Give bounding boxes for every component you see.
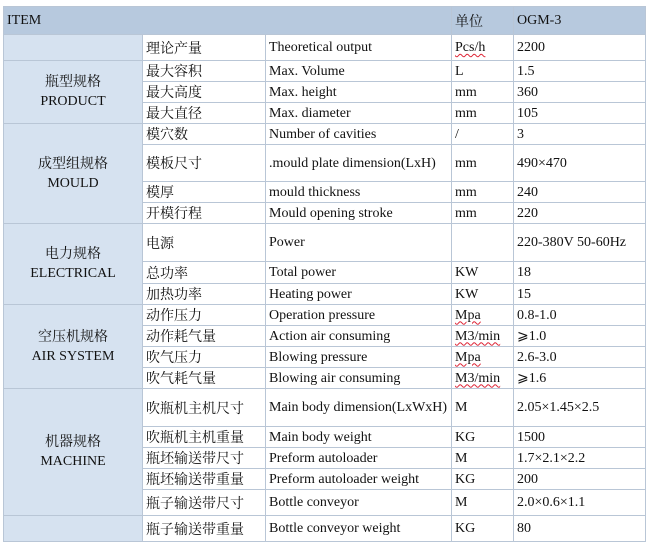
param-unit <box>452 516 514 542</box>
param-value-text: ⩾1.0 <box>517 328 547 344</box>
spec-table <box>3 6 646 542</box>
param-unit-text: mm <box>455 184 477 200</box>
param-unit-text: mm <box>455 205 477 221</box>
category-en: PRODUCT <box>40 94 106 109</box>
param-value <box>514 516 646 542</box>
param-name-en-text: Blowing pressure <box>269 349 368 365</box>
category-en: MOULD <box>47 175 99 191</box>
param-name-en <box>266 35 452 61</box>
param-value <box>514 305 646 326</box>
param-name-en <box>266 427 452 448</box>
param-unit <box>452 124 514 145</box>
param-name-zh <box>143 182 266 203</box>
param-name-en <box>266 490 452 516</box>
category-en: MACHINE <box>40 454 106 469</box>
param-unit-text: Pcs/h <box>455 40 486 55</box>
param-name-en <box>266 145 452 182</box>
param-name-zh-text: 理论产量 <box>146 40 202 57</box>
param-name-zh <box>143 347 266 368</box>
param-value <box>514 469 646 490</box>
param-unit-text: M3/min <box>455 328 501 344</box>
category-zh: 瓶型规格 <box>45 74 101 90</box>
param-value <box>514 262 646 284</box>
param-name-en-text: Power <box>269 235 305 250</box>
param-name-zh-text: 瓶坯输送带重量 <box>146 472 244 488</box>
param-value-text: 18 <box>517 265 532 280</box>
param-name-zh-text: 吹气压力 <box>146 350 202 366</box>
param-name-en <box>266 326 452 347</box>
param-name-en-text: Operation pressure <box>269 307 376 323</box>
param-unit <box>452 224 514 262</box>
param-value <box>514 224 646 262</box>
param-name-en <box>266 448 452 469</box>
header-unit: 单位 <box>452 7 514 35</box>
param-unit-text: KG <box>455 429 476 445</box>
param-name-zh <box>143 145 266 182</box>
param-unit <box>452 427 514 448</box>
table-row <box>4 35 646 61</box>
param-value <box>514 427 646 448</box>
param-value <box>514 82 646 103</box>
param-name-zh-text: 瓶子输送带尺寸 <box>146 495 244 512</box>
param-name-en-text: Preform autoloader <box>269 450 378 466</box>
table-row <box>4 305 646 326</box>
param-value <box>514 35 646 61</box>
param-name-zh-text: 最大容积 <box>146 64 202 80</box>
category-cell <box>4 516 143 542</box>
param-name-en-text: Bottle conveyor weight <box>269 521 401 536</box>
param-name-zh <box>143 262 266 284</box>
spec-table-container <box>3 6 646 542</box>
param-name-zh-text: 动作耗气量 <box>146 329 216 345</box>
header-item: ITEM <box>4 7 452 35</box>
param-name-zh-text: 总功率 <box>146 265 188 282</box>
param-unit <box>452 368 514 389</box>
param-value-text: 2.0×0.6×1.1 <box>517 495 586 510</box>
param-name-en <box>266 61 452 82</box>
param-unit <box>452 203 514 224</box>
param-value-text: 200 <box>517 471 539 487</box>
param-name-en-text: Total power <box>269 265 337 280</box>
param-name-zh <box>143 448 266 469</box>
param-unit <box>452 35 514 61</box>
param-name-zh <box>143 490 266 516</box>
param-name-zh <box>143 516 266 542</box>
param-name-en <box>266 284 452 305</box>
param-name-zh <box>143 305 266 326</box>
param-name-en <box>266 368 452 389</box>
param-value <box>514 182 646 203</box>
param-name-zh-text: 模厚 <box>146 185 174 201</box>
param-unit-text: KW <box>455 265 479 280</box>
param-value-text: 2.05×1.45×2.5 <box>517 400 600 415</box>
param-name-zh-text: 吹气耗气量 <box>146 371 216 387</box>
param-value-text: 220-380V 50-60Hz <box>517 235 627 250</box>
param-unit <box>452 305 514 326</box>
param-name-zh <box>143 35 266 61</box>
param-name-zh <box>143 284 266 305</box>
param-unit <box>452 145 514 182</box>
param-name-en-text: Theoretical output <box>269 40 373 55</box>
param-value-text: 240 <box>517 184 539 200</box>
param-value <box>514 389 646 427</box>
param-unit-text: M <box>455 400 468 415</box>
param-name-en-text: Preform autoloader weight <box>269 471 420 487</box>
param-value-text: 1500 <box>517 429 546 445</box>
param-value <box>514 490 646 516</box>
param-name-en <box>266 124 452 145</box>
param-unit <box>452 389 514 427</box>
param-value-text: 1.7×2.1×2.2 <box>517 450 586 466</box>
param-name-en <box>266 224 452 262</box>
param-unit <box>452 469 514 490</box>
param-unit <box>452 347 514 368</box>
table-row <box>4 124 646 145</box>
param-name-zh <box>143 124 266 145</box>
param-value-text: 105 <box>517 105 539 121</box>
param-name-en <box>266 389 452 427</box>
param-value-text: 2200 <box>517 40 546 55</box>
param-unit-text: mm <box>455 84 477 100</box>
param-name-zh <box>143 427 266 448</box>
table-row <box>4 389 646 427</box>
param-unit <box>452 490 514 516</box>
param-name-zh-text: 动作压力 <box>146 308 202 324</box>
param-name-zh-text: 最大高度 <box>146 85 202 101</box>
param-value-text: 2.6-3.0 <box>517 349 557 365</box>
param-name-zh-text: 开模行程 <box>146 206 202 222</box>
param-value-text: 360 <box>517 84 539 100</box>
param-name-zh <box>143 326 266 347</box>
param-unit <box>452 448 514 469</box>
category-cell <box>4 35 143 61</box>
header-row <box>4 7 646 35</box>
param-value-text: ⩾1.6 <box>517 370 547 386</box>
param-unit-text: mm <box>455 105 477 121</box>
param-value <box>514 368 646 389</box>
param-name-en <box>266 262 452 284</box>
param-value <box>514 448 646 469</box>
param-unit-text: M <box>455 495 468 510</box>
param-name-zh <box>143 368 266 389</box>
param-unit-text: KG <box>455 471 476 487</box>
param-unit-text: / <box>455 126 459 142</box>
param-name-zh-text: 加热功率 <box>146 287 202 303</box>
param-name-en-text: Number of cavities <box>269 126 377 142</box>
param-name-zh-text: 瓶坯输送带尺寸 <box>146 451 244 467</box>
param-name-zh <box>143 103 266 124</box>
param-value-text: 490×470 <box>517 155 567 171</box>
param-value <box>514 347 646 368</box>
category-cell <box>4 61 143 124</box>
param-value-text: 0.8-1.0 <box>517 307 557 323</box>
param-value <box>514 203 646 224</box>
table-row <box>4 516 646 542</box>
param-name-zh-text: 吹瓶机主机尺寸 <box>146 400 244 417</box>
param-value-text: 15 <box>517 286 532 302</box>
param-name-zh-text: 瓶子输送带重量 <box>146 521 244 538</box>
param-name-zh <box>143 203 266 224</box>
param-name-zh-text: 吹瓶机主机重量 <box>146 430 244 446</box>
param-name-zh-text: 电源 <box>146 235 174 252</box>
param-value <box>514 124 646 145</box>
table-row <box>4 224 646 262</box>
param-unit <box>452 103 514 124</box>
param-name-en-text: mould thickness <box>269 184 361 200</box>
param-value <box>514 103 646 124</box>
table-row <box>4 61 646 82</box>
param-unit-text: mm <box>455 155 477 171</box>
param-name-en-text: Main body dimension(LxWxH) <box>269 400 448 415</box>
category-zh: 成型组规格 <box>38 155 108 172</box>
param-unit <box>452 284 514 305</box>
param-name-en-text: Max. diameter <box>269 105 351 121</box>
param-name-en-text: .mould plate dimension(LxH) <box>269 155 436 171</box>
param-value-text: 80 <box>517 521 532 536</box>
category-cell <box>4 305 143 389</box>
param-name-zh <box>143 469 266 490</box>
param-unit <box>452 182 514 203</box>
category-zh: 机器规格 <box>45 434 101 450</box>
param-name-en <box>266 203 452 224</box>
category-zh: 空压机规格 <box>38 328 108 345</box>
category-cell <box>4 224 143 305</box>
param-name-en-text: Blowing air consuming <box>269 370 401 386</box>
param-name-en-text: Heating power <box>269 286 352 302</box>
param-name-en-text: Main body weight <box>269 429 372 445</box>
param-name-zh <box>143 224 266 262</box>
param-name-en <box>266 305 452 326</box>
param-name-en-text: Max. Volume <box>269 63 345 79</box>
param-unit-text: L <box>455 63 464 79</box>
param-name-zh-text: 模板尺寸 <box>146 156 202 172</box>
param-value-text: 220 <box>517 205 539 221</box>
param-name-en-text: Mould opening stroke <box>269 205 393 221</box>
param-name-en <box>266 103 452 124</box>
param-unit-text: KW <box>455 286 479 302</box>
param-unit-text: Mpa <box>455 307 481 323</box>
param-unit-text: Mpa <box>455 349 481 365</box>
param-value <box>514 284 646 305</box>
param-name-en-text: Bottle conveyor <box>269 495 359 510</box>
param-value <box>514 326 646 347</box>
category-en: AIR SYSTEM <box>31 348 115 364</box>
param-name-zh <box>143 389 266 427</box>
param-value-text: 3 <box>517 126 525 142</box>
category-en: ELECTRICAL <box>30 266 116 281</box>
category-cell <box>4 124 143 224</box>
param-name-zh-text: 最大直径 <box>146 106 202 122</box>
param-name-en-text: Action air consuming <box>269 328 391 344</box>
param-unit-text: KG <box>455 521 476 536</box>
param-name-en <box>266 347 452 368</box>
param-value <box>514 61 646 82</box>
header-model: OGM-3 <box>514 7 646 35</box>
category-cell <box>4 389 143 516</box>
param-name-en <box>266 82 452 103</box>
param-unit <box>452 82 514 103</box>
param-name-en <box>266 182 452 203</box>
param-name-zh <box>143 61 266 82</box>
param-name-en-text: Max. height <box>269 84 337 100</box>
param-unit <box>452 61 514 82</box>
param-name-en <box>266 516 452 542</box>
param-name-zh <box>143 82 266 103</box>
param-unit <box>452 262 514 284</box>
param-unit-text: M3/min <box>455 370 501 386</box>
param-name-zh-text: 模穴数 <box>146 127 188 143</box>
param-unit-text: M <box>455 450 468 466</box>
param-unit <box>452 326 514 347</box>
param-name-en <box>266 469 452 490</box>
param-value-text: 1.5 <box>517 63 535 79</box>
param-value <box>514 145 646 182</box>
category-zh: 电力规格 <box>45 246 101 262</box>
